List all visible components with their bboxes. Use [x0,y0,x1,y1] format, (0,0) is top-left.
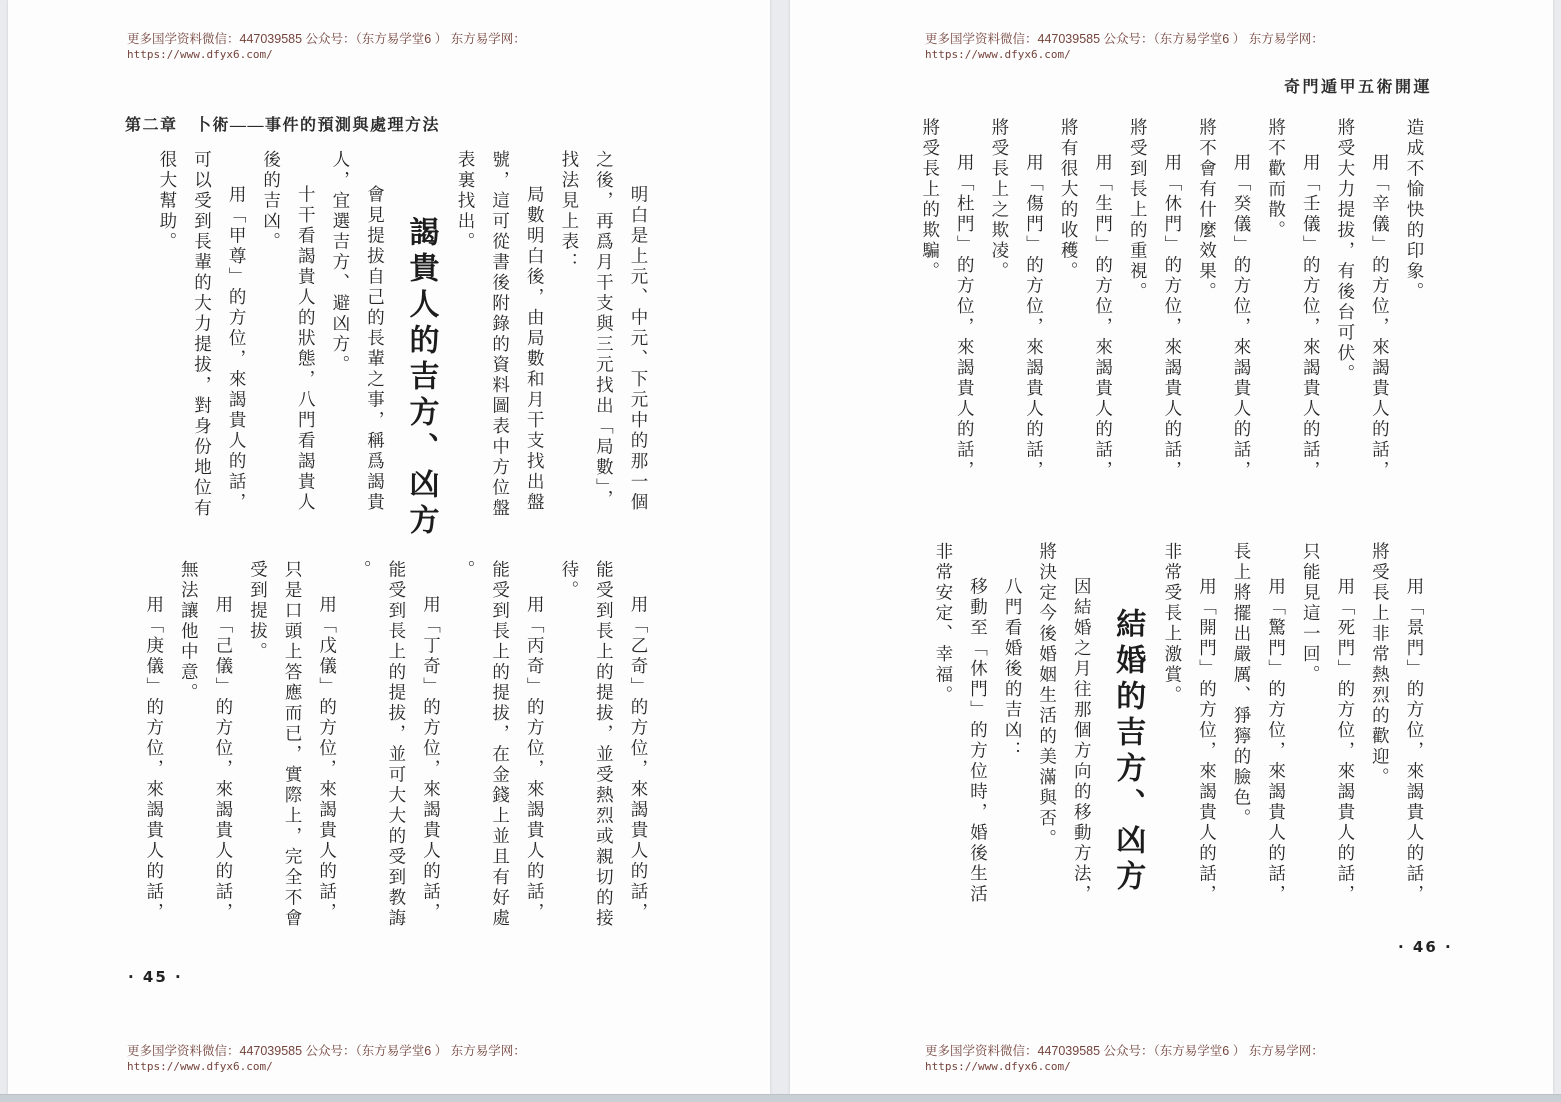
text-column: 用「癸儀」的方位，來謁貴人的話， [1232,153,1253,481]
text-band-upper-left [128,150,656,550]
text-column: 找法見上表： [559,150,580,273]
text-column: 可以受到長輩的大力提拔，對身份地位有 [192,150,213,519]
watermark-bottom-right [925,1043,1324,1075]
text-column: 用「辛儀」的方位，來謁貴人的話， [1370,153,1391,481]
watermark-bottom-left [127,1043,526,1075]
watermark-text: 更多国学资料微信：447039585 公众号：（东方易学堂6 ） 东方易学网： [127,32,526,46]
text-column: 移動至「休門」的方位時，婚後生活 [968,577,989,905]
text-column: 用「丙奇」的方位，來謁貴人的話， [525,595,546,923]
text-column: 局數明白後，由局數和月干支找出盤 [525,185,546,513]
text-column: 用「杜門」的方位，來謁貴人的話， [955,153,976,481]
text-column: 將受長上的欺騙。 [920,118,941,282]
watermark-top-right [925,31,1324,63]
text-column: 明白是上元、中元、下元中的那一個 [629,185,649,513]
watermark-url: https://www.dfyx6.com/ [127,48,273,62]
text-column: 造成不愉快的印象。 [1405,118,1425,303]
watermark-text: 更多国学资料微信：447039585 公众号：（东方易学堂6 ） 东方易学网： [925,1044,1324,1058]
watermark-url: https://www.dfyx6.com/ [925,1060,1071,1074]
section-title: 結婚的吉方、凶方 [1111,608,1145,896]
text-column: 之後，再爲月干支與三元找出「局數」， [594,150,615,511]
text-column: 用「丁奇」的方位，來謁貴人的話， [421,595,442,923]
text-column: 用「己儀」的方位，來謁貴人的話， [213,595,234,923]
watermark-text: 更多国学资料微信：447039585 公众号：（东方易学堂6 ） 东方易学网： [925,32,1324,46]
page-46 [790,0,1553,1094]
text-column: 長上將擺出嚴厲、猙獰的臉色。 [1232,542,1253,829]
text-band-upper-right [902,118,1432,518]
book-title-header: 奇門遁甲五術開運 [1283,79,1432,96]
text-column: 用「庚儀」的方位，來謁貴人的話， [144,595,165,923]
watermark-top-left [127,31,526,63]
text-column: 受到提拔。 [248,560,269,663]
text-column: 表裏找出。 [456,150,477,253]
viewer-bottom-bar [0,1094,1561,1102]
text-column: 用「戊儀」的方位，來謁貴人的話， [317,595,338,923]
page-45 [8,0,770,1094]
text-column: 。 [456,560,477,581]
text-column: 用「傷門」的方位，來謁貴人的話， [1024,153,1045,481]
text-column: 將受長上之欺凌。 [989,118,1010,282]
text-column: 將受到長上的重視。 [1128,118,1149,303]
watermark-text: 更多国学资料微信：447039585 公众号：（东方易学堂6 ） 东方易学网： [127,1044,526,1058]
text-column: 後的吉凶。 [261,150,282,253]
text-column: 用「景門」的方位，來謁貴人的話， [1405,577,1425,905]
text-column: 用「開門」的方位，來謁貴人的話， [1197,577,1218,905]
text-column: 非常受長上激賞。 [1162,542,1183,706]
text-column: 將受長上非常熱烈的歡迎。 [1370,542,1391,788]
text-column: 能受到長上的提拔，並受熱烈或親切的接 [594,560,615,929]
text-column: 無法讓他中意。 [179,560,200,704]
text-column: 用「驚門」的方位，來謁貴人的話， [1266,577,1287,905]
text-column: 用「死門」的方位，來謁貴人的話， [1335,577,1356,905]
text-column: 非常安定、幸福。 [933,542,954,706]
text-column: 用「生門」的方位，來謁貴人的話， [1093,153,1114,481]
text-column: 將有很大的收穫。 [1059,118,1080,282]
text-column: 只是口頭上答應而已，實際上，完全不會 [283,560,304,929]
text-column: 人，宜選吉方、避凶方。 [330,150,351,376]
watermark-url: https://www.dfyx6.com/ [127,1060,273,1074]
text-column: 待。 [559,560,580,601]
text-column: 。 [352,560,373,581]
text-band-lower-right [902,542,1432,942]
text-column: 只能見這一回。 [1301,542,1322,686]
text-column: 能受到長上的提拔，並可大大的受到教誨 [386,560,407,929]
page-number-46: · 46 · [1398,938,1453,956]
section-title: 謁貴人的吉方、凶方 [404,216,438,540]
text-column: 八門看婚後的吉凶： [1003,577,1024,762]
chapter-header: 第二章 卜術——事件的預測與處理方法 [125,117,441,134]
text-column: 因結婚之月往那個方向的移動方法， [1072,577,1093,905]
text-column: 能受到長上的提拔，在金錢上並且有好處 [490,560,511,929]
text-column: 將受大力提拔，有後台可伏。 [1335,118,1356,385]
text-column: 將不歡而散。 [1266,118,1287,241]
page-number-45: · 45 · [128,968,183,986]
text-column: 將決定今後婚姻生活的美滿與否。 [1037,542,1058,850]
watermark-url: https://www.dfyx6.com/ [925,48,1071,62]
text-column: 十干看謁貴人的狀態，八門看謁貴人 [296,185,317,513]
text-column: 用「壬儀」的方位，來謁貴人的話， [1301,153,1322,481]
text-column: 用「甲尊」的方位，來謁貴人的話， [227,185,248,513]
text-column: 用「休門」的方位，來謁貴人的話， [1162,153,1183,481]
text-column: 用「乙奇」的方位，來謁貴人的話， [629,595,649,923]
text-column: 將不會有什麼效果。 [1197,118,1218,303]
text-column: 很大幫助。 [157,150,178,253]
text-column: 會見提拔自己的長輩之事，稱爲謁貴 [365,185,386,513]
text-band-lower-left [128,560,656,960]
text-column: 號，這可從書後附錄的資料圖表中方位盤 [490,150,511,519]
